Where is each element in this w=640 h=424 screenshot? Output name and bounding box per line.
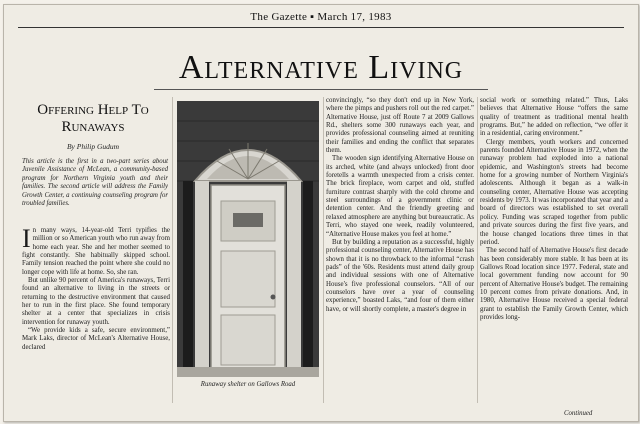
article-column-1	[22, 224, 170, 352]
column-divider	[477, 97, 478, 403]
paragraph: The wooden sign identifying Alternative House on its arched, white (and always unlocked) front door foretells a warmth unexpected from a crisis center. The brick fireplace, worn carpet and old, stuffed furniture contrast sharply with the cold chrome and steel surroundings of a government clinic or detention center. And the friendly greeting and relaxed atmosphere are anything but bureaucratic. As Terri, who stayed one week, readily volunteered, “Alternative House makes you feel at home.”	[326, 155, 474, 238]
intro-note: This article is the first in a two-part series about Juvenile Assistance of McLean, a community-based program for Northern Virginia youth and their families. The second article will address the Family Growth Center, a continuing counseling program for troubled families.	[22, 158, 168, 208]
paragraph: social work or something related.” Thus, Laks believes that Alternative House “offers the same quality of treatment as traditional mental health programs. But,” he added on reflection, “we offer it in a residential, caring environment.”	[480, 97, 628, 138]
drop-cap: I	[22, 224, 31, 253]
paragraph-text: n many ways, 14-year-old Terri typifies the million or so American youth who run away from home each year. She and her mother seemed to fight constantly. She habitually skipped school. Family tension reached the point where she could no longer cope with life at home. So, she ran.	[22, 227, 170, 276]
article-column-4	[480, 97, 628, 322]
paragraph: Clergy members, youth workers and concerned parents founded Alternative House in 1972, when the runaway problem had exploded into a national epidemic, and Washington's streets had become home for a growing number of Northern Virginia's adolescents. Although it began as a walk-in counseling center, Alternative House was accepting residents by 1973. It was incorporated that year and a board of directors was established to set overall policy. Funding was scraped together from public and private sources during the first five years, and the house changed locations three times in that period.	[480, 138, 628, 246]
article-column-3	[326, 97, 474, 314]
headline: Alternative Living	[178, 49, 464, 86]
masthead: The Gazette ▪ March 17, 1983	[250, 11, 392, 23]
paragraph	[22, 224, 170, 277]
continued-marker: Continued	[564, 410, 593, 417]
byline: By Philip Gudum	[66, 142, 120, 151]
paragraph: But unlike 90 percent of America's runaways, Terri found an alternative to living in the streets or returning to the destructive environment that caused her to run in the first place. She found temporary shelter at a center that specializes in crisis intervention for runaway youth.	[22, 277, 170, 326]
paragraph: The second half of Alternative House's first decade has been considerably more stable. It has been at its Gallows Road location since 1977. Federal, state and local government funding now account for 90 percent of Alternative House's budget. The remaining 10 percent comes from private donations. And, in 1980, Alternative House received a special federal grant to establish the Family Growth Center, which provides long-	[480, 247, 628, 321]
paragraph: “We provide kids a safe, secure environment,” Mark Laks, director of McLean's Alternative House, declared	[22, 327, 170, 351]
column-divider	[323, 97, 324, 403]
masthead-rule	[18, 27, 624, 28]
column-divider	[172, 97, 173, 403]
headline-rule	[154, 89, 488, 90]
newspaper-clipping	[3, 4, 639, 422]
shelter-photo	[177, 101, 319, 377]
subhead: Offering Help To Runaways	[37, 102, 149, 135]
photo-caption: Runaway shelter on Gallows Road	[200, 381, 296, 388]
paragraph: convincingly, “so they don't end up in New York, where the pimps and pushers roll out the red carpet.” Alternative House, just off Route 7 at 2009 Gallows Rd., shelters some 300 runaways each year, and provides professional counseling aimed at reuniting their families and ending the conflict that separates them.	[326, 97, 474, 155]
paragraph: But by building a reputation as a successful, highly professional counseling center, Alternative House has shown that it is no throwback to the informal “crash pads” of the '60s. Residents must attend daily group and individual sessions with one of Alternative House's five professional counselors. “All of our counselors have over a year of counseling experience,” boasted Laks, “and four of them either have, or will shortly complete, a master's degree in	[326, 238, 474, 313]
